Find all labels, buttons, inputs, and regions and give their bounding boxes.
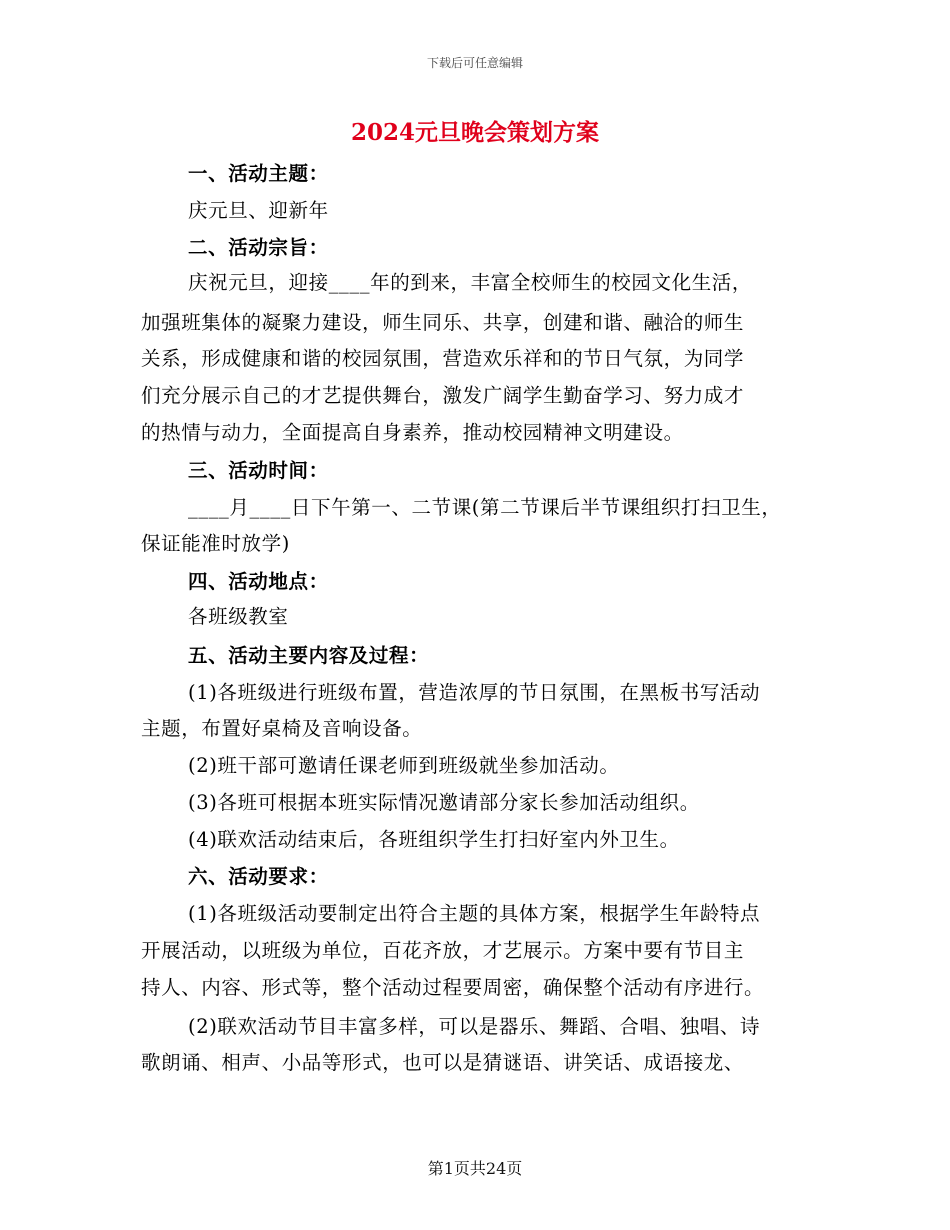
page-header: 下载后可任意编辑 bbox=[426, 56, 523, 70]
paragraph-line: 们充分展示自己的才艺提供舞台，激发广阔学生勤奋学习、努力成才 bbox=[141, 384, 745, 407]
heading-requirements: 六、活动要求： bbox=[188, 865, 329, 888]
heading-location: 四、活动地点： bbox=[188, 570, 329, 593]
paragraph-line: 歌朗诵、相声、小品等形式，也可以是猜谜语、讲笑话、成语接龙、 bbox=[141, 1051, 745, 1074]
heading-theme: 一、活动主题： bbox=[188, 162, 329, 185]
list-item: (1)各班级进行班级布置，营造浓厚的节日氛围，在黑板书写活动 bbox=[188, 681, 761, 704]
paragraph-line: ____月____日下午第一、二节课(第二节课后半节课组织打扫卫生， bbox=[188, 496, 782, 519]
paragraph-line: 主题，布置好桌椅及音响设备。 bbox=[141, 717, 423, 740]
list-item: (1)各班级活动要制定出符合主题的具体方案，根据学生年龄特点 bbox=[188, 902, 761, 925]
paragraph-line: 庆元旦、迎新年 bbox=[188, 199, 329, 222]
list-item: (4)联欢活动结束后，各班组织学生打扫好室内外卫生。 bbox=[188, 828, 680, 851]
document-title: 2024元旦晚会策划方案 bbox=[350, 119, 599, 146]
list-item: (2)联欢活动节目丰富多样，可以是器乐、舞蹈、合唱、独唱、诗 bbox=[188, 1015, 761, 1038]
paragraph-line: 各班级教室 bbox=[188, 605, 289, 628]
paragraph-line: 保证能准时放学) bbox=[141, 532, 290, 555]
list-item: (2)班干部可邀请任课老师到班级就坐参加活动。 bbox=[188, 754, 620, 777]
paragraph-line: 加强班集体的凝聚力建设，师生同乐、共享，创建和谐、融洽的师生 bbox=[141, 311, 745, 334]
paragraph-line: 的热情与动力，全面提高自身素养，推动校园精神文明建设。 bbox=[141, 421, 684, 444]
paragraph-line: 庆祝元旦，迎接____年的到来，丰富全校师生的校园文化生活， bbox=[188, 271, 753, 294]
page-footer: 第1页共24页 bbox=[427, 1159, 523, 1178]
paragraph-line: 开展活动，以班级为单位，百花齐放，才艺展示。方案中要有节目主 bbox=[141, 939, 745, 962]
paragraph-line: 持人、内容、形式等，整个活动过程要周密，确保整个活动有序进行。 bbox=[141, 976, 765, 999]
heading-content: 五、活动主要内容及过程： bbox=[188, 644, 430, 667]
paragraph-line: 关系，形成健康和谐的校园氛围，营造欢乐祥和的节日气氛，为同学 bbox=[141, 347, 745, 370]
list-item: (3)各班可根据本班实际情况邀请部分家长参加活动组织。 bbox=[188, 791, 700, 814]
heading-purpose: 二、活动宗旨： bbox=[188, 236, 329, 259]
heading-time: 三、活动时间： bbox=[188, 459, 329, 482]
